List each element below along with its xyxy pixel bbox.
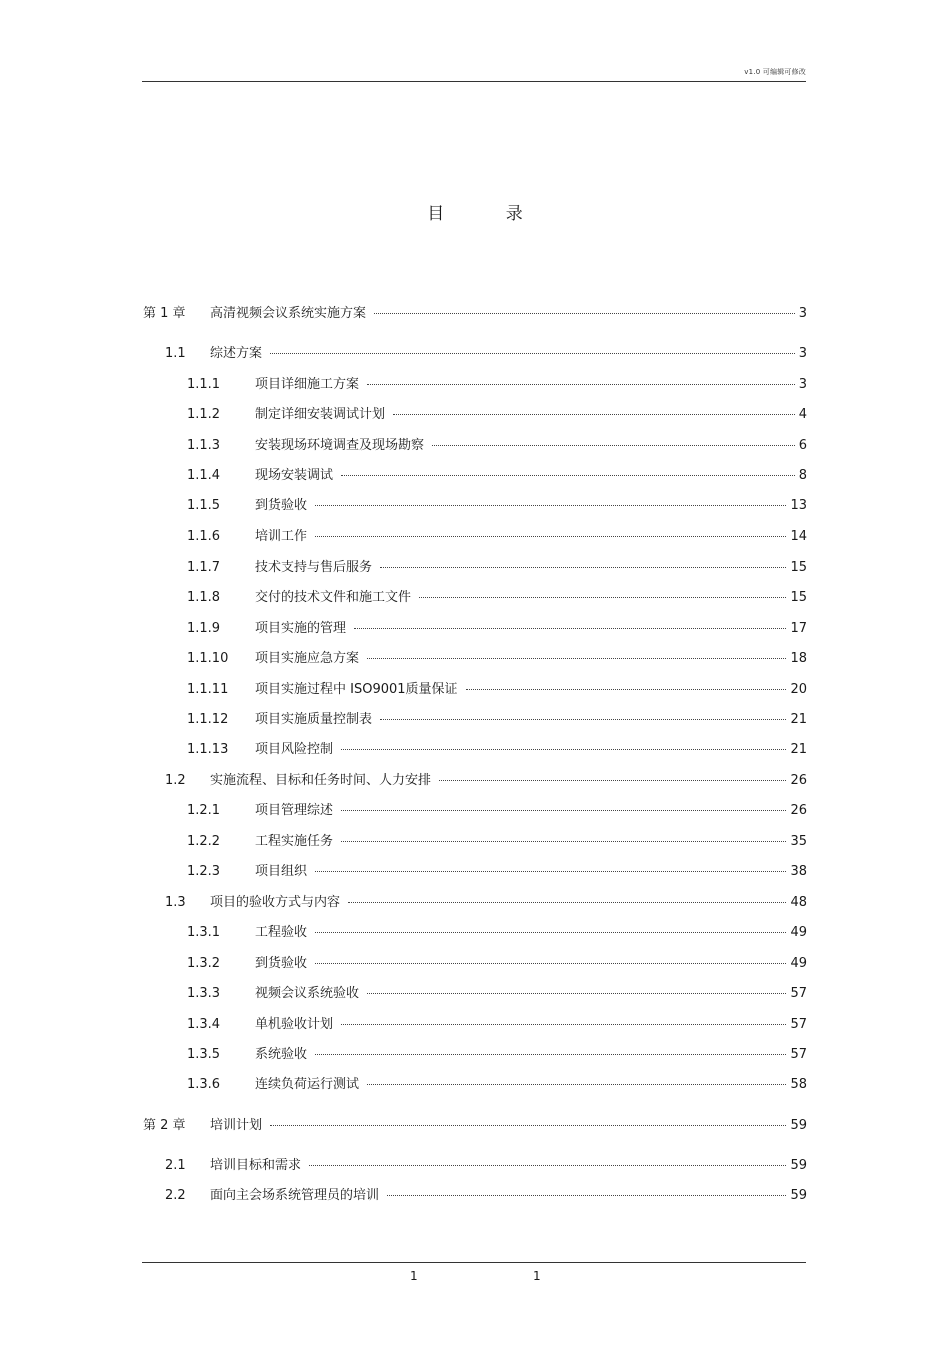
toc-entry-page: 21: [790, 742, 807, 757]
toc-entry-number: 1.1.11: [187, 682, 229, 697]
toc-entry[interactable]: [187, 467, 807, 485]
toc-entry-title: 项目风险控制: [255, 742, 334, 757]
toc-entry-title: 现场安装调试: [255, 468, 334, 483]
toc-dot-leader: [341, 809, 786, 811]
footer-page-number-right: 1: [533, 1269, 541, 1283]
toc-entry-number: 1.1: [165, 346, 186, 361]
toc-dot-leader: [315, 504, 786, 506]
header-rule: [142, 81, 806, 82]
toc-entry-page: 3: [798, 346, 807, 361]
toc-entry-page: 38: [790, 864, 807, 879]
toc-entry-page: 8: [798, 468, 807, 483]
toc-dot-leader: [354, 627, 786, 629]
toc-entry[interactable]: [187, 955, 807, 973]
toc-dot-leader: [419, 596, 786, 598]
toc-entry-number: 1.3.5: [187, 1047, 221, 1062]
toc-dot-leader: [315, 931, 786, 933]
toc-entry-page: 4: [798, 407, 807, 422]
toc-dot-leader: [374, 312, 795, 314]
toc-entry-title: 工程验收: [255, 925, 308, 940]
toc-dot-leader: [387, 1194, 786, 1196]
toc-dot-leader: [393, 413, 795, 415]
toc-dot-leader: [341, 840, 786, 842]
toc-dot-leader: [367, 383, 795, 385]
header-version-label: v1.0 可编辑可修改: [744, 68, 806, 76]
toc-entry-title: 项目实施的管理: [255, 621, 347, 636]
toc-entry[interactable]: [165, 1157, 807, 1175]
toc-entry[interactable]: [187, 497, 807, 515]
toc-entry-number: 1.2.1: [187, 803, 221, 818]
toc-entry-number: 第 1 章: [143, 306, 186, 321]
toc-entry-title: 项目实施质量控制表: [255, 712, 373, 727]
toc-entry[interactable]: [165, 345, 807, 363]
toc-entry[interactable]: [165, 1187, 807, 1205]
toc-entry-number: 1.3.3: [187, 986, 221, 1001]
toc-entry[interactable]: [187, 589, 807, 607]
toc-entry-number: 1.2.3: [187, 864, 221, 879]
toc-entry-page: 15: [790, 560, 807, 575]
toc-entry-page: 3: [798, 377, 807, 392]
toc-dot-leader: [380, 718, 786, 720]
toc-entry-title: 项目的验收方式与内容: [210, 895, 341, 910]
toc-entry-number: 1.1.9: [187, 621, 221, 636]
toc-entry[interactable]: [187, 528, 807, 546]
toc-entry-number: 1.3: [165, 895, 186, 910]
toc-entry-page: 6: [798, 438, 807, 453]
toc-entry[interactable]: [187, 559, 807, 577]
toc-dot-leader: [270, 1124, 786, 1126]
toc-entry-number: 第 2 章: [143, 1118, 186, 1133]
toc-entry[interactable]: [143, 305, 807, 323]
toc-entry[interactable]: [187, 1016, 807, 1034]
toc-entry-title: 系统验收: [255, 1047, 308, 1062]
toc-dot-leader: [270, 352, 795, 354]
toc-entry-number: 1.1.3: [187, 438, 221, 453]
toc-entry[interactable]: [187, 741, 807, 759]
toc-entry-number: 1.1.6: [187, 529, 221, 544]
toc-entry[interactable]: [165, 772, 807, 790]
toc-entry[interactable]: [187, 711, 807, 729]
toc-entry-number: 1.1.7: [187, 560, 221, 575]
toc-entry-title: 项目实施应急方案: [255, 651, 360, 666]
toc-entry-number: 1.3.4: [187, 1017, 221, 1032]
toc-dot-leader: [341, 748, 786, 750]
toc-entry[interactable]: [187, 650, 807, 668]
toc-entry[interactable]: [187, 802, 807, 820]
toc-entry-title: 到货验收: [255, 498, 308, 513]
toc-entry-number: 1.2.2: [187, 834, 221, 849]
toc-entry-title: 安装现场环境调查及现场勘察: [255, 438, 425, 453]
toc-entry-title: 面向主会场系统管理员的培训: [210, 1188, 380, 1203]
toc-entry-title: 培训目标和需求: [210, 1158, 302, 1173]
toc-entry[interactable]: [187, 1076, 807, 1094]
toc-dot-leader: [315, 1053, 786, 1055]
toc-entry-number: 1.1.1: [187, 377, 221, 392]
toc-entry[interactable]: [187, 1046, 807, 1064]
toc-entry-title: 连续负荷运行测试: [255, 1077, 360, 1092]
toc-entry-page: 21: [790, 712, 807, 727]
toc-entry-number: 1.1.8: [187, 590, 221, 605]
toc-entry[interactable]: [187, 437, 807, 455]
toc-entry-page: 59: [790, 1188, 807, 1203]
toc-entry-number: 1.1.5: [187, 498, 221, 513]
toc-entry-page: 13: [790, 498, 807, 513]
toc-entry[interactable]: [187, 863, 807, 881]
toc-entry-title: 高清视频会议系统实施方案: [210, 306, 367, 321]
toc-entry-title: 工程实施任务: [255, 834, 334, 849]
toc-entry-title: 实施流程、目标和任务时间、人力安排: [210, 773, 432, 788]
toc-entry-title: 交付的技术文件和施工文件: [255, 590, 412, 605]
toc-dot-leader: [432, 444, 795, 446]
toc-dot-leader: [367, 657, 786, 659]
toc-entry-page: 57: [790, 986, 807, 1001]
toc-entry-page: 3: [798, 306, 807, 321]
toc-entry-number: 1.2: [165, 773, 186, 788]
toc-entry-title: 制定详细安装调试计划: [255, 407, 386, 422]
toc-entry-page: 48: [790, 895, 807, 910]
toc-dot-leader: [315, 535, 786, 537]
toc-entry-page: 59: [790, 1158, 807, 1173]
toc-entry-title: 视频会议系统验收: [255, 986, 360, 1001]
toc-entry-page: 59: [790, 1118, 807, 1133]
toc-entry-title: 培训计划: [210, 1118, 263, 1133]
footer-page-number-left: 1: [410, 1269, 418, 1283]
toc-entry-page: 57: [790, 1047, 807, 1062]
toc-entry-number: 1.3.1: [187, 925, 221, 940]
toc-entry-page: 20: [790, 682, 807, 697]
toc-entry-page: 35: [790, 834, 807, 849]
toc-entry[interactable]: [165, 894, 807, 912]
toc-entry-page: 58: [790, 1077, 807, 1092]
toc-entry[interactable]: [143, 1117, 807, 1135]
toc-entry[interactable]: [187, 376, 807, 394]
toc-entry-page: 49: [790, 956, 807, 971]
toc-entry[interactable]: [187, 985, 807, 1003]
toc-entry-number: 1.1.4: [187, 468, 221, 483]
toc-entry-title: 项目实施过程中 ISO9001质量保证: [255, 682, 458, 697]
toc-entry-number: 1.1.12: [187, 712, 229, 727]
toc-dot-leader: [348, 901, 786, 903]
toc-entry-number: 1.3.2: [187, 956, 221, 971]
toc-entry-title: 项目管理综述: [255, 803, 334, 818]
toc-dot-leader: [466, 688, 787, 690]
toc-entry-page: 26: [790, 803, 807, 818]
toc-entry-page: 57: [790, 1017, 807, 1032]
toc-entry[interactable]: [187, 833, 807, 851]
toc-dot-leader: [341, 1023, 786, 1025]
toc-entry-number: 1.1.2: [187, 407, 221, 422]
toc-entry-title: 综述方案: [210, 346, 263, 361]
toc-dot-leader: [315, 870, 786, 872]
toc-entry-page: 15: [790, 590, 807, 605]
toc-dot-leader: [439, 779, 786, 781]
toc-entry-number: 2.2: [165, 1188, 186, 1203]
toc-entry-page: 26: [790, 773, 807, 788]
toc-entry-number: 2.1: [165, 1158, 186, 1173]
toc-entry-page: 17: [790, 621, 807, 636]
toc-dot-leader: [341, 474, 795, 476]
toc-entry-number: 1.1.10: [187, 651, 229, 666]
footer-rule: [142, 1262, 806, 1263]
toc-entry-number: 1.1.13: [187, 742, 229, 757]
toc-entry-title: 单机验收计划: [255, 1017, 334, 1032]
toc-entry-page: 49: [790, 925, 807, 940]
toc-entry[interactable]: [187, 406, 807, 424]
toc-dot-leader: [380, 566, 786, 568]
toc-entry[interactable]: [187, 681, 807, 699]
toc-title: 目 录: [427, 204, 551, 224]
toc-entry-number: 1.3.6: [187, 1077, 221, 1092]
toc-entry-page: 14: [790, 529, 807, 544]
toc-entry-page: 18: [790, 651, 807, 666]
toc-dot-leader: [309, 1164, 786, 1166]
toc-entry[interactable]: [187, 620, 807, 638]
toc-dot-leader: [315, 962, 786, 964]
toc-entry[interactable]: [187, 924, 807, 942]
toc-entry-title: 项目组织: [255, 864, 308, 879]
toc-entry-title: 项目详细施工方案: [255, 377, 360, 392]
toc-entry-title: 到货验收: [255, 956, 308, 971]
toc-dot-leader: [367, 992, 786, 994]
toc-entry-title: 培训工作: [255, 529, 308, 544]
toc-entry-title: 技术支持与售后服务: [255, 560, 373, 575]
toc-dot-leader: [367, 1083, 786, 1085]
